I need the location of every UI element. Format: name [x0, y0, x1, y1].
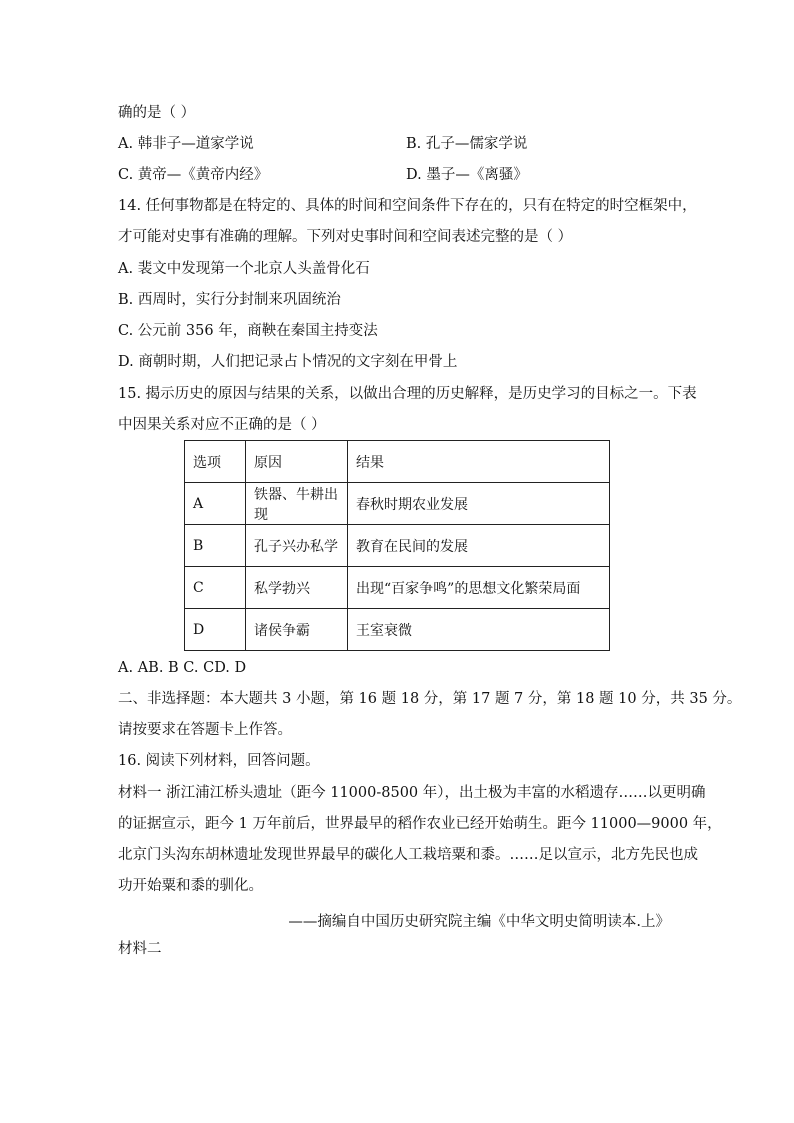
table-cell: D [185, 609, 246, 651]
table-cell: 私学勃兴 [246, 567, 348, 609]
q14-option-b: B. 西周时，实行分封制来巩固统治 [118, 292, 341, 308]
table-cell: C [185, 567, 246, 609]
q13-option-a: A. 韩非子—道家学说 [118, 136, 254, 152]
q15-answer-options: A. AB. B C. CD. D [118, 660, 247, 676]
q14-option-c: C. 公元前 356 年，商鞅在秦国主持变法 [118, 323, 378, 339]
material-2-label: 材料二 [118, 941, 162, 957]
table-cell: 出现“百家争鸣”的思想文化繁荣局面 [348, 567, 610, 609]
q15-stem-line-1: 15. 揭示历史的原因与结果的关系，以做出合理的历史解释，是历史学习的目标之一。下表 [118, 386, 697, 402]
table-cell: 孔子兴办私学 [246, 525, 348, 567]
q13-option-d: D. 墨子—《离骚》 [406, 167, 528, 183]
cause-effect-table [184, 440, 610, 651]
material-1-line-2: 的证据宣示，距今 1 万年前后，世界最早的稻作农业已经开始萌生。距今 11000—9000 年， [118, 816, 722, 832]
table-cell: B [185, 525, 246, 567]
table-row [185, 609, 610, 651]
section-2-heading-line-2: 请按要求在答题卡上作答。 [118, 722, 292, 738]
section-2-heading-line-1: 二、非选择题：本大题共 3 小题，第 16 题 18 分，第 17 题 7 分，第 18 题 10 分，共 35 分。 [118, 691, 742, 707]
table-cell: 王室衰微 [348, 609, 610, 651]
table-row [185, 483, 610, 525]
q14-option-d: D. 商朝时期，人们把记录占卜情况的文字刻在甲骨上 [118, 354, 458, 370]
table-cell: 教育在民间的发展 [348, 525, 610, 567]
table-header-cell: 原因 [246, 441, 348, 483]
q14-stem-line-2: 才可能对史事有准确的理解。下列对史事时间和空间表述完整的是（ ） [118, 229, 573, 245]
table-cell: 诸侯争霸 [246, 609, 348, 651]
q14-stem-line-1: 14. 任何事物都是在特定的、具体的时间和空间条件下存在的，只有在特定的时空框架中， [118, 198, 697, 214]
table-cell: 铁器、牛耕出现 [246, 483, 348, 525]
table-header-row [185, 441, 610, 483]
q13-options-row-2 [118, 167, 528, 183]
q13-stem-tail: 确的是（ ） [118, 105, 196, 121]
table-row [185, 567, 610, 609]
material-1-line-3: 北京门头沟东胡林遗址发现世界最早的碳化人工栽培粟和黍。……足以宣示，北方先民也成 [118, 847, 698, 863]
table-cell: A [185, 483, 246, 525]
table-header-cell: 选项 [185, 441, 246, 483]
q15-stem-line-2: 中因果关系对应不正确的是（ ） [118, 417, 326, 433]
q13-options-row-1 [118, 136, 528, 152]
table-cell: 春秋时期农业发展 [348, 483, 610, 525]
q13-option-c: C. 黄帝—《黄帝内经》 [118, 167, 269, 183]
material-1-source: ——摘编自中国历史研究院主编《中华文明史简明读本.上》 [288, 914, 670, 930]
q14-option-a: A. 裴文中发现第一个北京人头盖骨化石 [118, 261, 370, 277]
material-1-line-4: 功开始粟和黍的驯化。 [118, 878, 263, 894]
table-row [185, 525, 610, 567]
q13-option-b: B. 孔子—儒家学说 [406, 136, 528, 152]
q16-intro: 16. 阅读下列材料，回答问题。 [118, 753, 320, 769]
table-header-cell: 结果 [348, 441, 610, 483]
material-1-line-1: 材料一 浙江浦江桥头遗址（距今 11000-8500 年），出土极为丰富的水稻遗存……以更明确 [118, 785, 706, 801]
